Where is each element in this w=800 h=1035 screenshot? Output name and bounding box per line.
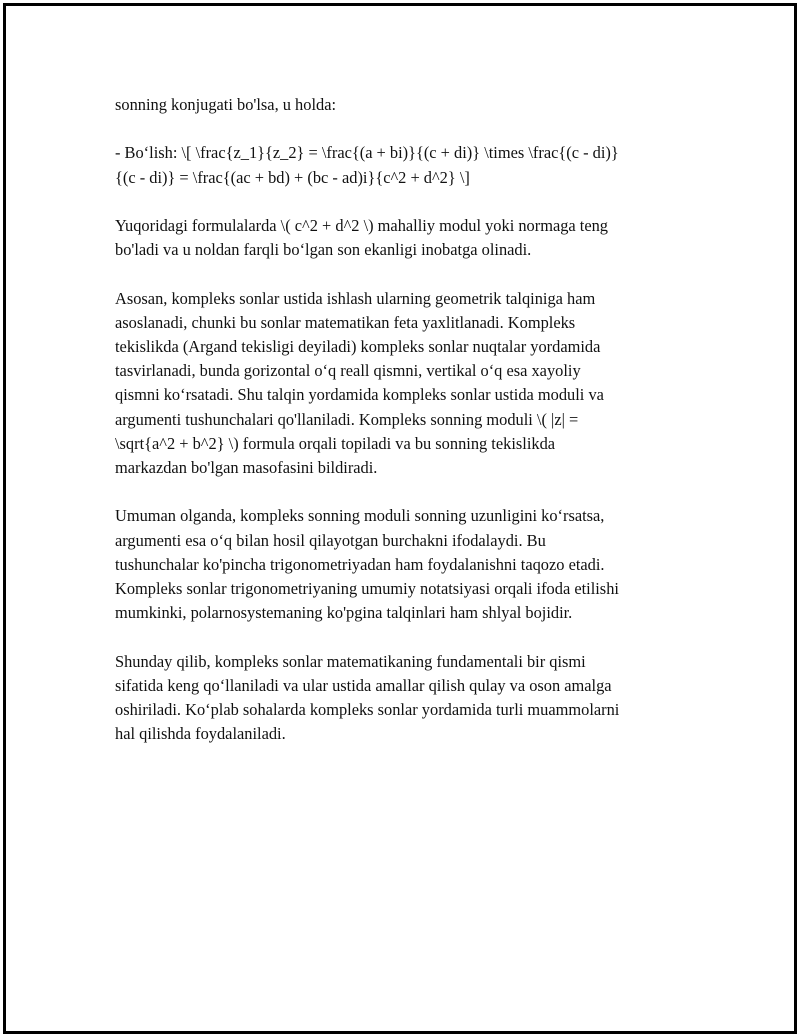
paragraph-norm-note: Yuqoridagi formulalarda \( c^2 + d^2 \) mahalliy modul yoki normaga teng bo'ladi va u noldan farqli bo‘lgan son ekanligi inobatga olinadi. <box>115 215 609 260</box>
paragraph-division-formula: - Bo‘lish: \[ \frac{z_1}{z_2} = \frac{(a + bi)}{(c + di)} \times \frac{(c - di)} {(c - di)} = \frac{(ac + bd) + (bc - ad)i}{c^2 + d^2} \] <box>115 143 619 187</box>
paragraph-conjugate-intro: sonning konjugati bo'lsa, u holda: <box>115 95 337 114</box>
paragraph-geometric-interpretation: Asosan, kompleks sonlar ustida ishlash ularning geometrik talqiniga ham asoslanadi, chunki bu sonlar matematikan feta yaxlitlanadi. Kompleks tekislikda (Argand tekisligi deyiladi) kompleks sonlar nuqtalar yordamida tasvirlanadi, bunda gorizontal o‘q reall qismni, vertikal o‘q esa xayoliy qismni ko‘rsatadi. Shu talqin yordamida kompleks sonlar ustida moduli va argumenti tushunchalari qo'llaniladi. Kompleks sonning moduli \( |z| = \sqrt{a^2 + b^2} \) formula orqali topiladi va bu sonning tekislikda markazdan bo'lgan masofasini bildiradi. <box>115 288 604 477</box>
document-body <box>115 93 695 771</box>
paragraph-conclusion: Shunday qilib, kompleks sonlar matematikaning fundamentali bir qismi sifatida keng qo‘llaniladi va ular ustida amallar qilish qulay va oson amalga oshiriladi. Ko‘plab sohalarda kompleks sonlar yordamida turli muammolarni hal qilishda foydalaniladi. <box>115 651 620 744</box>
paragraph-modulus-argument: Umuman olganda, kompleks sonning moduli sonning uzunligini ko‘rsatsa, argumenti esa o‘q bilan hosil qilayotgan burchakni ifodalaydi. Bu tushunchalar ko'pincha trigonometriyadan ham foydalanishni taqozo etadi. Kompleks sonlar trigonometriyaning umumiy notatsiyasi orqali ifoda etilishi mumkinki, polarnosystemaning ko'pgina talqinlari ham shlyal bojidir. <box>115 506 619 623</box>
